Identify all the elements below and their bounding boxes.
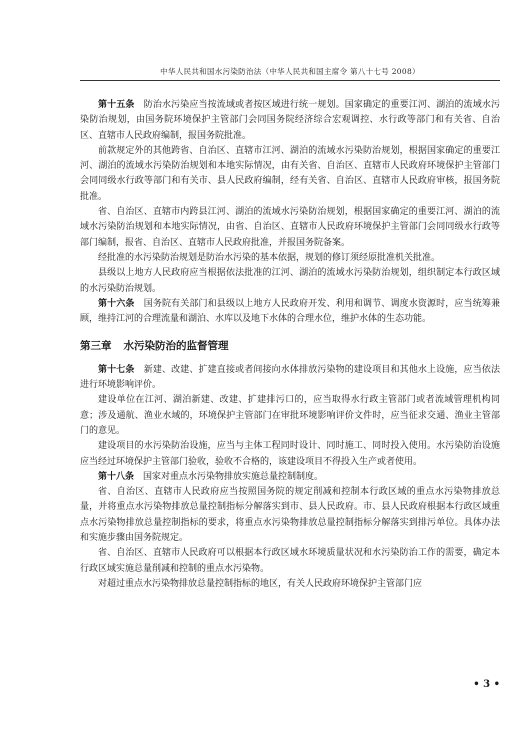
article-number: 第十八条 (98, 471, 135, 482)
running-header: 中华人民共和国水污染防治法（中华人民共和国主席令 第八十七号 2008） (160, 67, 420, 76)
paragraph-text: 建设项目的水污染防治设施，应当与主体工程同时设计、同时施工、同时投入使用。水污染防治设施应当经过环境保护主管部门验收，验收不合格的，该建设项目不得投入生产或者使用。 (80, 441, 500, 467)
paragraph (80, 439, 500, 470)
paragraph (80, 144, 500, 205)
paragraph-text: 县级以上地方人民政府应当根据依法批准的江河、湖泊的流域水污染防治规划，组织制定本行政区域的水污染防治规划。 (80, 268, 500, 294)
paragraph (80, 251, 500, 266)
paragraph-text: 防治水污染应当按流域或者按区域进行统一规划。国家确定的重要江河、湖泊的流域水污染防治规划，由国务院环境保护主管部门会同国务院经济综合宏观调控、水行政等部门和有关省、自治区、直辖市人民政府编制，报国务院批准。 (80, 100, 500, 141)
paragraph (80, 266, 500, 297)
paragraph (80, 546, 500, 577)
article-number: 第十七条 (98, 364, 135, 375)
paragraph-text: 建设单位在江河、湖泊新建、改建、扩建排污口的，应当取得水行政主管部门或者流域管理机构同意；涉及通航、渔业水域的，环境保护主管部门在审批环境影响评价文件时，应当征求交通、渔业主管部门的意见。 (80, 395, 500, 436)
chapter-title: 水污染防治的监督管理 (123, 340, 229, 353)
paragraph-text: 国务院有关部门和县级以上地方人民政府开发、利用和调节、调度水资源时，应当统筹兼顾，维持江河的合理流量和湖泊、水库以及地下水体的合理水位，维护水体的生态功能。 (80, 298, 500, 325)
paragraph (80, 363, 500, 394)
paragraphs-before-chapter (80, 98, 500, 327)
article-number: 第十五条 (98, 100, 135, 110)
paragraph (80, 205, 500, 251)
header-rule (80, 80, 500, 81)
paragraph (80, 393, 500, 439)
paragraph (80, 98, 500, 144)
paragraph-text: 新建、改建、扩建直接或者间接向水体排放污染物的建设项目和其他水上设施，应当依法进行环境影响评价。 (80, 364, 500, 391)
paragraph-text: 对超过重点水污染物排放总量控制指标的地区，有关人民政府环境保护主管部门应 (98, 578, 423, 589)
chapter-number: 第三章 (80, 340, 112, 353)
paragraph (80, 297, 500, 328)
article-number: 第十六条 (98, 298, 135, 309)
paragraphs-after-chapter (80, 363, 500, 592)
paragraph (80, 485, 500, 546)
paragraph-text: 省、自治区、直辖市内跨县江河、湖泊的流域水污染防治规划，根据国家确定的重要江河、湖泊的流域水污染防治规划和本地实际情况，由省、自治区、直辖市人民政府环境保护主管部门会同同级水行政等部门编制，报省、自治区、直辖市人民政府批准，并报国务院备案。 (80, 207, 500, 248)
document-body (80, 98, 500, 592)
paragraph (80, 577, 500, 592)
paragraph-text: 省、自治区、直辖市人民政府可以根据本行政区域水环境质量状况和水污染防治工作的需要，确定本行政区域实施总量削减和控制的重点水污染物。 (80, 548, 500, 574)
paragraph (80, 470, 500, 485)
paragraph-text: 国家对重点水污染物排放实施总量控制制度。 (143, 471, 324, 482)
paragraph-text: 前款规定外的其他跨省、自治区、直辖市江河、湖泊的流域水污染防治规划，根据国家确定的重要江河、湖泊的流域水污染防治规划和本地实际情况，由有关省、自治区、直辖市人民政府环境保护主管部门会同同级水行政等部门和有关市、县人民政府编制，经有关省、自治区、直辖市人民政府审核，报国务院批准。 (80, 145, 500, 202)
page-number: • 3 • (473, 679, 500, 690)
chapter-heading (80, 339, 500, 354)
paragraph-text: 省、自治区、直辖市人民政府应当按照国务院的规定削减和控制本行政区域的重点水污染物排放总量，并将重点水污染物排放总量控制指标分解落实到市、县人民政府。市、县人民政府根据本行政区域重点水污染物排放总量控制指标的要求，将重点水污染物排放总量控制指标分解落实到排污单位。具体办法和实施步骤由国务院规定。 (80, 487, 500, 544)
paragraph-text: 经批准的水污染防治规划是防治水污染的基本依据，规划的修订须经原批准机关批准。 (98, 252, 441, 263)
